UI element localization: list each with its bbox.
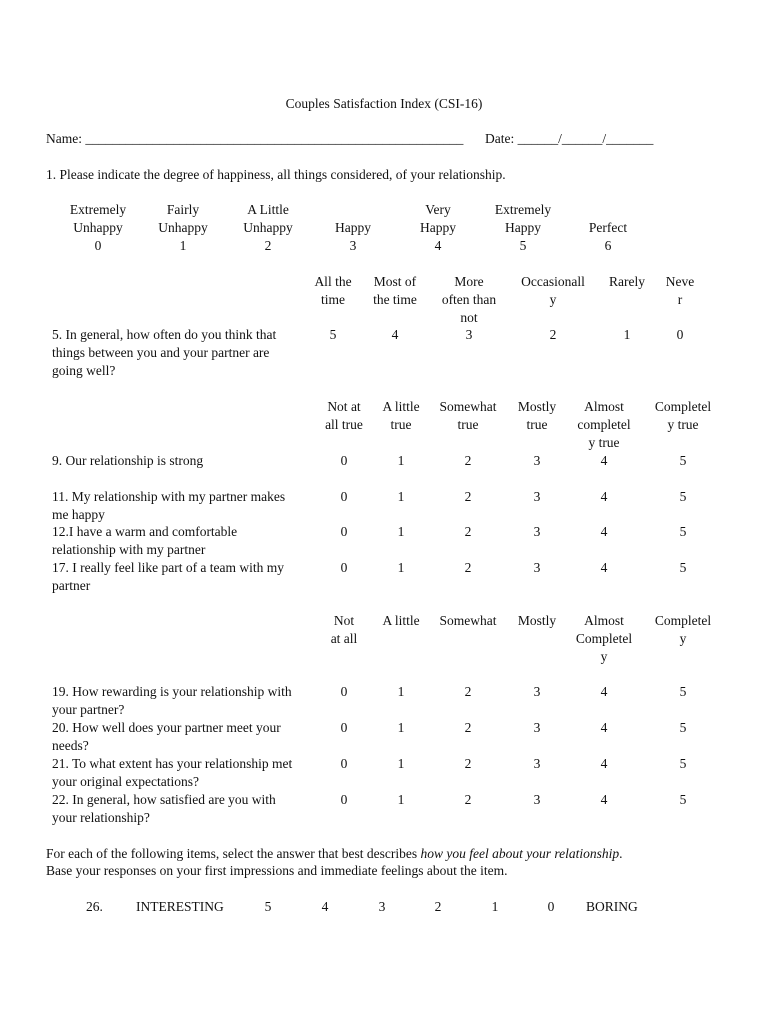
- response-option[interactable]: 4: [391, 327, 399, 342]
- response-option[interactable]: 0: [340, 489, 348, 504]
- q1-option-value[interactable]: 1: [179, 238, 187, 253]
- response-option[interactable]: 2: [464, 489, 472, 504]
- column-header: Neve r: [665, 274, 695, 307]
- response-option[interactable]: 4: [600, 684, 608, 699]
- q1-option-label: Perfect: [588, 220, 628, 235]
- response-option[interactable]: 5: [679, 684, 687, 699]
- response-option[interactable]: 3: [533, 684, 541, 699]
- response-option[interactable]: 4: [600, 524, 608, 539]
- q1-option-value[interactable]: 5: [519, 238, 527, 253]
- response-option[interactable]: 5: [679, 720, 687, 735]
- page-title: Couples Satisfaction Index (CSI-16): [285, 96, 483, 111]
- response-option[interactable]: 0: [340, 560, 348, 575]
- q1-option-label: Very Happy: [420, 202, 456, 235]
- response-option[interactable]: 0: [676, 327, 684, 342]
- response-option[interactable]: 5: [679, 560, 687, 575]
- question-26-right-anchor: BORING: [586, 899, 638, 914]
- column-header: Almost completel y true: [577, 399, 631, 450]
- response-option[interactable]: 2: [464, 453, 472, 468]
- response-option[interactable]: 2: [464, 560, 472, 575]
- response-option[interactable]: 2: [464, 792, 472, 807]
- question-text: 20. How well does your partner meet your needs?: [52, 720, 281, 753]
- column-header: A little true: [382, 399, 420, 432]
- column-header: Almost Completel y: [575, 613, 633, 664]
- response-option[interactable]: 1: [397, 792, 405, 807]
- instructions-text: For each of the following items, select the answer that best describes: [46, 846, 421, 861]
- question-text: 5. In general, how often do you think that things between you and your partner are going well?: [52, 327, 277, 378]
- response-option[interactable]: 1: [397, 489, 405, 504]
- response-option[interactable]: 2: [464, 524, 472, 539]
- column-header: Completel y: [654, 613, 712, 646]
- response-option[interactable]: 0: [340, 524, 348, 539]
- column-header: All the time: [314, 274, 352, 307]
- column-header: Not at all: [330, 613, 358, 646]
- column-header: Most of the time: [373, 274, 417, 307]
- response-option[interactable]: 3: [533, 453, 541, 468]
- instructions-line-1: [46, 845, 623, 863]
- response-option[interactable]: 4: [600, 792, 608, 807]
- question-text: 21. To what extent has your relationship met your original expectations?: [52, 756, 293, 789]
- response-option[interactable]: 4: [600, 560, 608, 575]
- response-option[interactable]: 5: [679, 524, 687, 539]
- response-option[interactable]: 3: [533, 489, 541, 504]
- response-option[interactable]: 2: [464, 684, 472, 699]
- response-option[interactable]: 1: [397, 684, 405, 699]
- instructions-line-2: Base your responses on your first impressions and immediate feelings about the item.: [46, 863, 508, 878]
- response-option[interactable]: 4: [600, 720, 608, 735]
- question-26-left-anchor: INTERESTING: [136, 899, 224, 914]
- response-option[interactable]: 3: [533, 756, 541, 771]
- q1-option-label: Fairly Unhappy: [158, 202, 208, 235]
- column-header: Rarely: [609, 274, 645, 289]
- response-option[interactable]: 5: [679, 792, 687, 807]
- response-option[interactable]: 3: [533, 720, 541, 735]
- q1-option-value[interactable]: 4: [434, 238, 442, 253]
- response-option[interactable]: 1: [623, 327, 631, 342]
- column-header: A little: [382, 613, 420, 628]
- response-option[interactable]: 5: [264, 899, 272, 914]
- q1-option-label: Happy: [335, 220, 371, 235]
- response-option[interactable]: 4: [321, 899, 329, 914]
- response-option[interactable]: 1: [397, 720, 405, 735]
- response-option[interactable]: 5: [679, 453, 687, 468]
- response-option[interactable]: 0: [340, 684, 348, 699]
- column-header: Not at all true: [325, 399, 363, 432]
- response-option[interactable]: 2: [434, 899, 442, 914]
- q1-option-value[interactable]: 6: [604, 238, 612, 253]
- question-1-text: 1. Please indicate the degree of happiness, all things considered, of your relationship.: [46, 167, 506, 182]
- column-header: Mostly: [517, 613, 557, 628]
- response-option[interactable]: 4: [600, 756, 608, 771]
- response-option[interactable]: 0: [340, 720, 348, 735]
- column-header: Mostly true: [517, 399, 557, 432]
- response-option[interactable]: 2: [464, 756, 472, 771]
- q1-option-value[interactable]: 2: [264, 238, 272, 253]
- response-option[interactable]: 1: [397, 453, 405, 468]
- question-text: 12.I have a warm and comfortable relationship with my partner: [52, 524, 238, 557]
- response-option[interactable]: 2: [464, 720, 472, 735]
- instructions-emphasis: how you feel about your relationship: [420, 846, 620, 861]
- response-option[interactable]: 1: [397, 756, 405, 771]
- response-option[interactable]: 5: [679, 756, 687, 771]
- question-26-number: 26.: [86, 899, 103, 914]
- q1-option-label: A Little Unhappy: [243, 202, 293, 235]
- response-option[interactable]: 0: [547, 899, 555, 914]
- response-option[interactable]: 3: [378, 899, 386, 914]
- response-option[interactable]: 0: [340, 453, 348, 468]
- question-text: 19. How rewarding is your relationship with your partner?: [52, 684, 292, 717]
- q1-option-value[interactable]: 0: [94, 238, 102, 253]
- response-option[interactable]: 1: [397, 560, 405, 575]
- response-option[interactable]: 0: [340, 756, 348, 771]
- response-option[interactable]: 1: [397, 524, 405, 539]
- response-option[interactable]: 0: [340, 792, 348, 807]
- name-field-label[interactable]: Name: ________________________________________________________: [46, 131, 464, 146]
- column-header: Somewhat true: [439, 399, 497, 432]
- column-header: Somewhat: [439, 613, 497, 628]
- response-option[interactable]: 2: [549, 327, 557, 342]
- response-option[interactable]: 3: [533, 792, 541, 807]
- response-option[interactable]: 3: [533, 524, 541, 539]
- response-option[interactable]: 4: [600, 453, 608, 468]
- response-option[interactable]: 1: [491, 899, 499, 914]
- question-text: 9. Our relationship is strong: [52, 453, 204, 468]
- instructions-period: .: [619, 846, 623, 861]
- response-option[interactable]: 3: [533, 560, 541, 575]
- q1-option-label: Extremely Happy: [494, 202, 552, 235]
- q1-option-label: Extremely Unhappy: [69, 202, 127, 235]
- response-option[interactable]: 5: [679, 489, 687, 504]
- column-header: Completel y true: [654, 399, 712, 432]
- question-text: 11. My relationship with my partner makes me happy: [52, 489, 286, 522]
- question-text: 22. In general, how satisfied are you with your relationship?: [52, 792, 276, 825]
- q1-option-value[interactable]: 3: [349, 238, 357, 253]
- response-option[interactable]: 4: [600, 489, 608, 504]
- response-option[interactable]: 5: [329, 327, 337, 342]
- date-field-label[interactable]: Date: ______/______/_______: [485, 131, 654, 146]
- column-header: Occasionall y: [521, 274, 585, 307]
- column-header: More often than not: [441, 274, 497, 325]
- question-text: 17. I really feel like part of a team with my partner: [52, 560, 285, 593]
- response-option[interactable]: 3: [465, 327, 473, 342]
